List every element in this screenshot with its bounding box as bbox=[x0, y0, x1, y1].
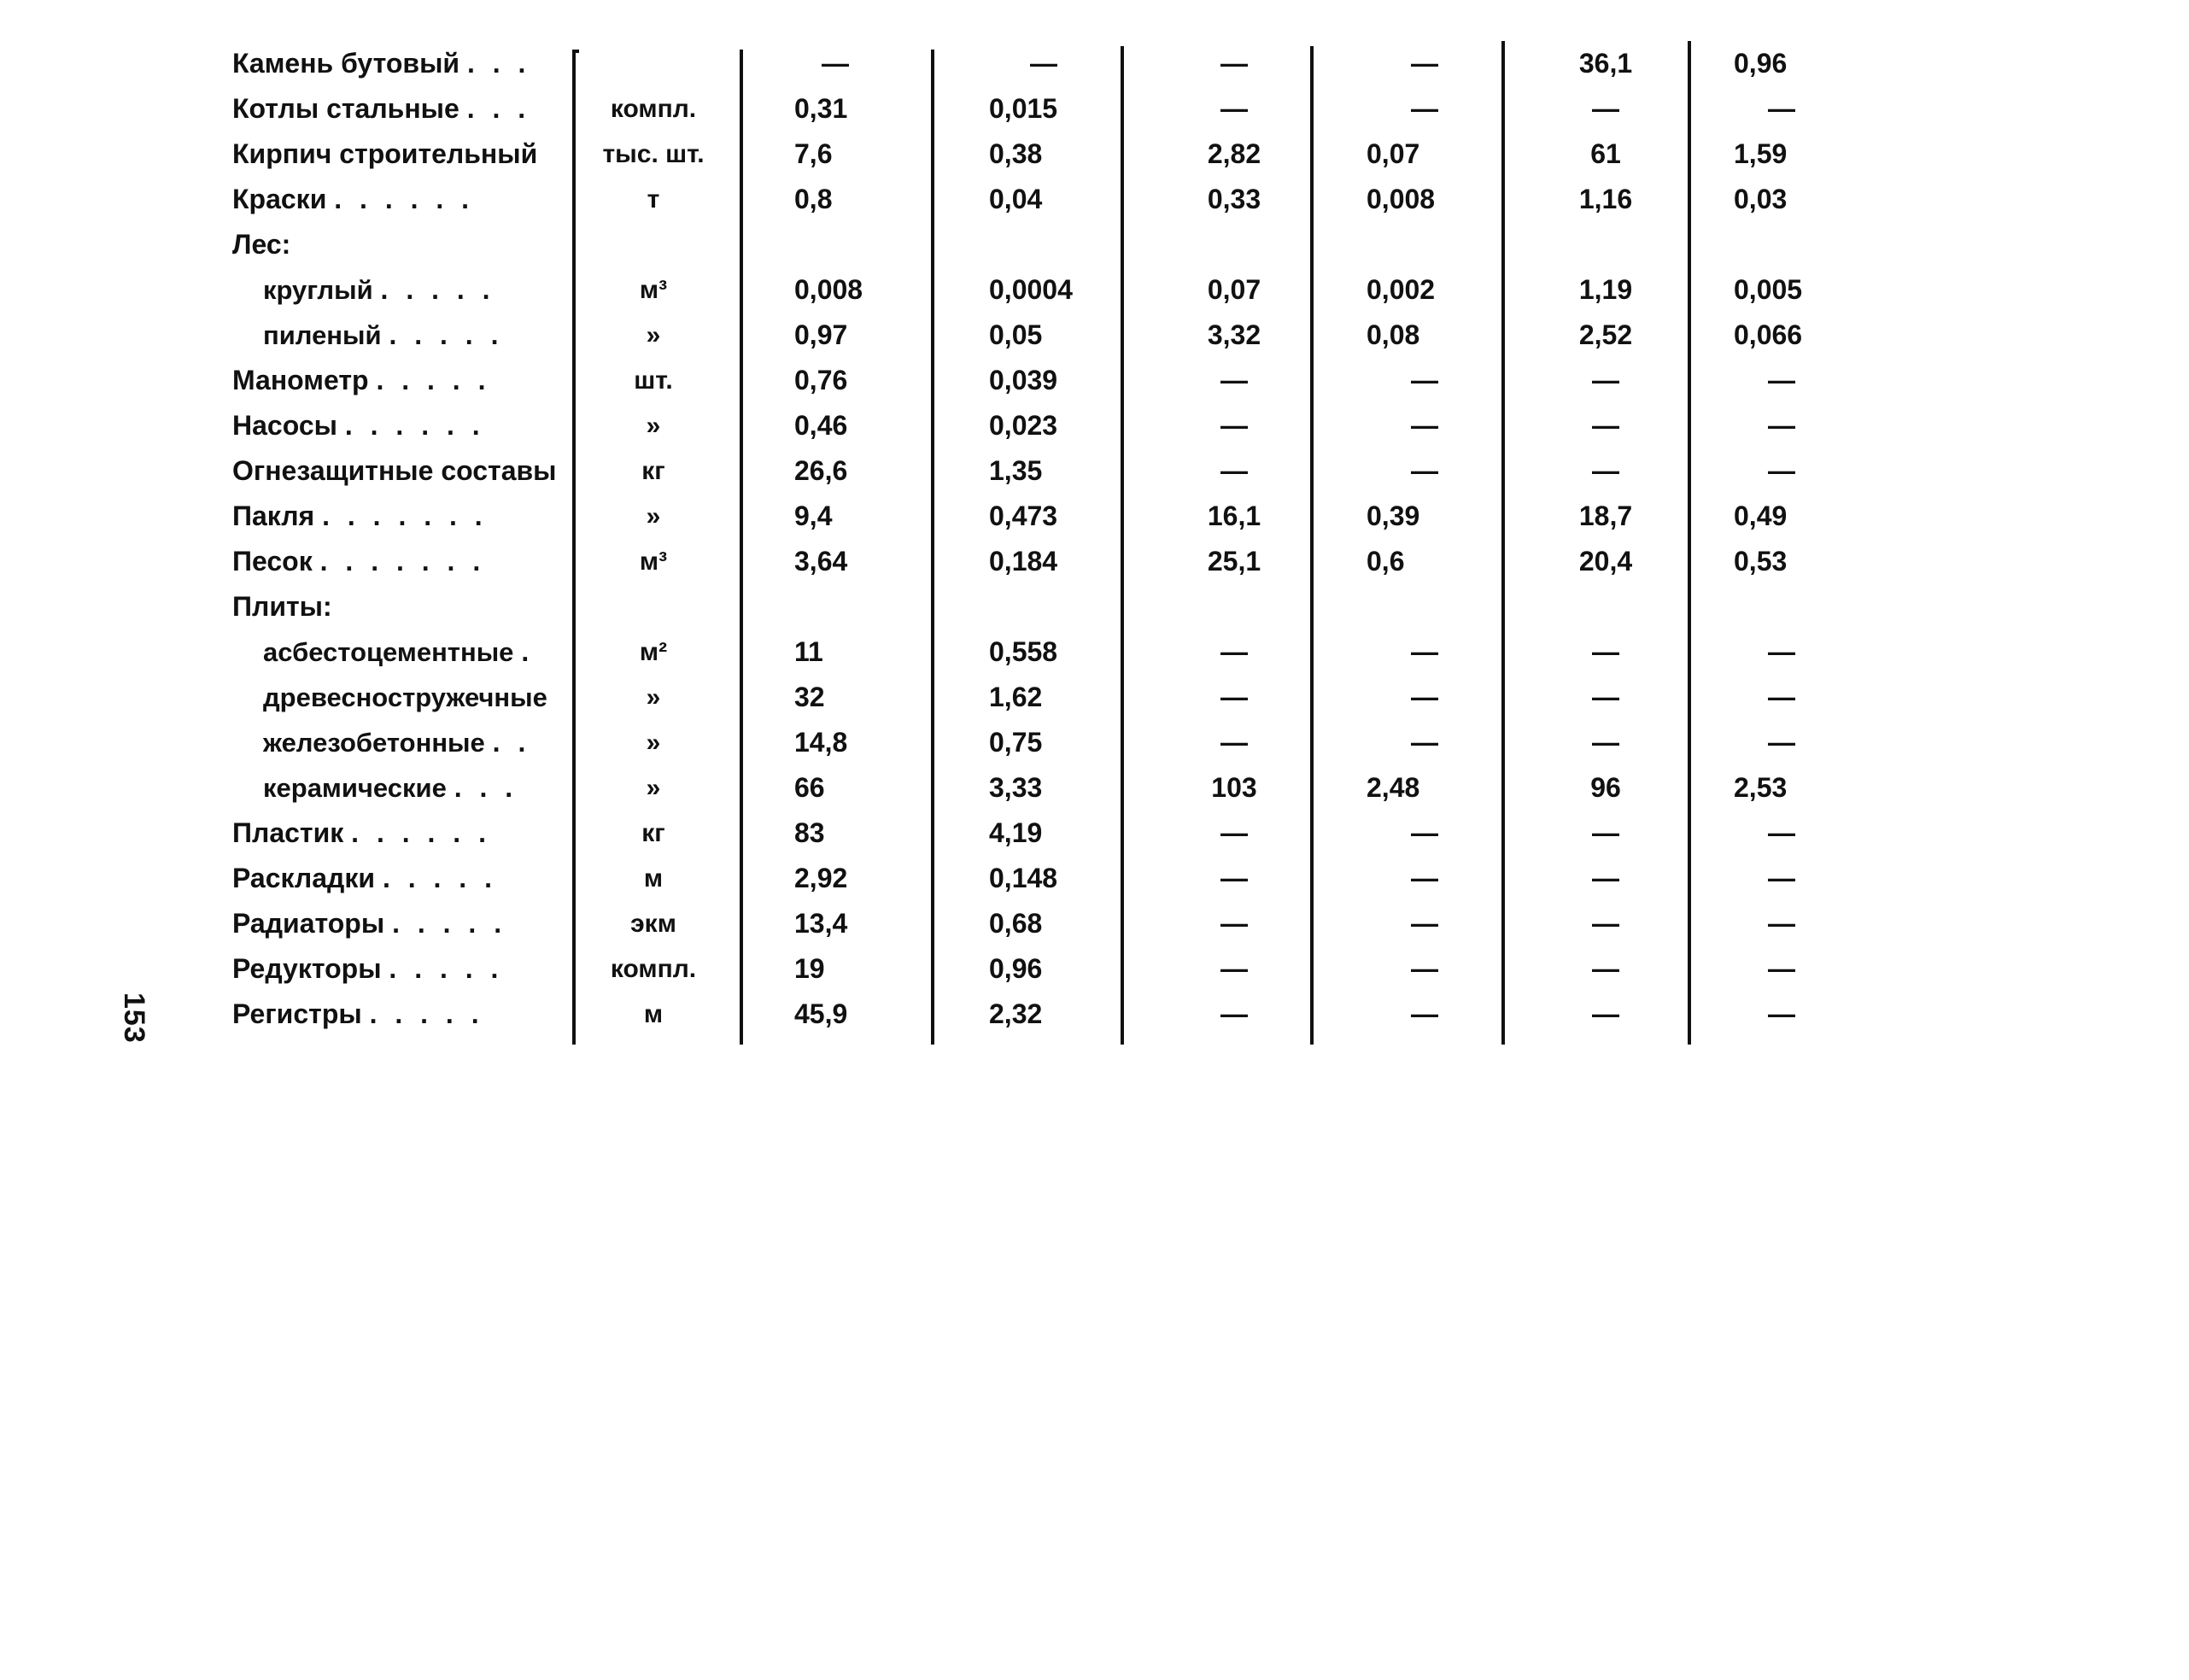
value-cell-v3: 25,1 bbox=[1207, 546, 1261, 577]
unit-cell: » bbox=[646, 412, 661, 440]
row-name-text: керамические bbox=[263, 773, 447, 803]
row-name-text: древесностружечные bbox=[263, 682, 547, 712]
value-cell-v1: 7,6 bbox=[794, 138, 833, 169]
unit-cell: компл. bbox=[610, 95, 697, 123]
unit-cell: » bbox=[646, 774, 661, 802]
value-cell-v2: 2,32 bbox=[989, 998, 1043, 1029]
table-row bbox=[231, 494, 1862, 539]
value-cell-v1: 26,6 bbox=[794, 455, 848, 486]
table-row bbox=[231, 132, 1862, 177]
row-leader-dots: . . . . . bbox=[376, 365, 491, 395]
value-cell-v5: — bbox=[1592, 682, 1619, 712]
unit-cell: кг bbox=[641, 819, 665, 847]
table-row bbox=[231, 358, 1862, 403]
table-row bbox=[231, 177, 1862, 222]
row-leader-dots: . . . . . . bbox=[344, 410, 485, 441]
value-cell-v5 bbox=[1537, 584, 1674, 629]
unit-cell: м bbox=[643, 864, 664, 893]
value-cell-v2: 0,473 bbox=[989, 500, 1058, 531]
table-row bbox=[231, 86, 1862, 132]
unit-cell: » bbox=[646, 321, 661, 349]
row-leader-dots: . . . . . bbox=[382, 863, 497, 893]
value-cell-v6 bbox=[1734, 222, 1879, 267]
value-cell-v3: — bbox=[1220, 908, 1248, 939]
row-name-text: железобетонные bbox=[263, 728, 485, 758]
unit-cell: » bbox=[646, 502, 661, 530]
row-name bbox=[232, 448, 565, 494]
value-cell-v1: 9,4 bbox=[794, 500, 833, 531]
value-cell-v4: 0,008 bbox=[1367, 184, 1436, 214]
unit-cell: м³ bbox=[639, 276, 668, 304]
value-cell-v4: — bbox=[1411, 410, 1438, 441]
value-cell-v4: 0,08 bbox=[1367, 319, 1420, 350]
row-name-text: круглый bbox=[263, 275, 373, 305]
value-cell-v6: — bbox=[1768, 410, 1795, 441]
row-name bbox=[232, 901, 565, 946]
value-cell-v3: — bbox=[1220, 953, 1248, 984]
value-cell-v3: 0,33 bbox=[1207, 184, 1261, 214]
unit-cell: компл. bbox=[610, 955, 697, 983]
value-cell-v2: 0,68 bbox=[989, 908, 1043, 939]
value-cell-v2: 0,148 bbox=[989, 863, 1058, 893]
value-cell-v6: 0,53 bbox=[1734, 546, 1788, 577]
row-leader-dots: . . bbox=[492, 727, 531, 758]
unit-cell: экм bbox=[630, 910, 676, 938]
value-cell-v2: 0,184 bbox=[989, 546, 1058, 577]
table-row bbox=[231, 267, 1862, 313]
row-leader-dots: . . . . . bbox=[392, 908, 507, 939]
value-cell-v5: — bbox=[1592, 410, 1619, 441]
value-cell-v5: 61 bbox=[1590, 138, 1621, 169]
value-cell-v3: — bbox=[1220, 727, 1248, 758]
value-cell-v5: 1,19 bbox=[1578, 274, 1633, 305]
unit-cell: кг bbox=[641, 457, 665, 485]
value-cell-v6: — bbox=[1768, 998, 1795, 1029]
row-leader-dots: . . . . . bbox=[389, 953, 504, 984]
value-cell-v1: 66 bbox=[794, 772, 825, 803]
row-leader-dots: . . . . . . . bbox=[319, 546, 486, 577]
value-cell-v4 bbox=[1367, 222, 1495, 267]
unit-cell: тыс. шт. bbox=[602, 140, 705, 168]
row-name-text: Редукторы bbox=[232, 953, 382, 984]
row-name-text: Регистры bbox=[232, 998, 362, 1029]
table-row bbox=[231, 584, 1862, 629]
value-cell-v5 bbox=[1537, 222, 1674, 267]
table-row bbox=[231, 629, 1862, 675]
row-name bbox=[232, 811, 565, 856]
table-body bbox=[231, 41, 1862, 1037]
value-cell-v4: — bbox=[1411, 93, 1438, 124]
unit-cell: » bbox=[646, 729, 661, 757]
row-name-text: Радиаторы bbox=[232, 908, 385, 939]
value-cell-v1: 0,76 bbox=[794, 365, 848, 395]
value-cell-v5: — bbox=[1592, 817, 1619, 848]
value-cell-v5: — bbox=[1592, 863, 1619, 893]
value-cell-v3 bbox=[1166, 584, 1302, 629]
table-row bbox=[231, 992, 1862, 1037]
value-cell-v4: — bbox=[1411, 365, 1438, 395]
row-name bbox=[263, 313, 565, 358]
row-name bbox=[232, 946, 565, 992]
value-cell-v6: — bbox=[1768, 953, 1795, 984]
row-leader-dots: . . . . . . . bbox=[322, 500, 488, 531]
value-cell-v5: — bbox=[1592, 727, 1619, 758]
value-cell-v5: 2,52 bbox=[1578, 319, 1633, 350]
value-cell-v3 bbox=[1166, 222, 1302, 267]
value-cell-v5: 1,16 bbox=[1578, 184, 1633, 214]
value-cell-v1: 32 bbox=[794, 682, 825, 712]
value-cell-v4: — bbox=[1411, 727, 1438, 758]
value-cell-v6: — bbox=[1768, 636, 1795, 667]
unit-cell: » bbox=[646, 683, 661, 711]
value-cell-v1: 19 bbox=[794, 953, 825, 984]
row-name bbox=[232, 992, 565, 1037]
value-cell-v1: 13,4 bbox=[794, 908, 848, 939]
value-cell-v3: — bbox=[1220, 682, 1248, 712]
value-cell-v1: 0,008 bbox=[794, 274, 863, 305]
value-cell-v1 bbox=[794, 584, 922, 629]
value-cell-v6: 0,005 bbox=[1734, 274, 1803, 305]
materials-table bbox=[231, 41, 1862, 1037]
value-cell-v3: — bbox=[1220, 410, 1248, 441]
value-cell-v5: — bbox=[1592, 998, 1619, 1029]
row-leader-dots: . . . . . . bbox=[351, 817, 491, 848]
value-cell-v2: 3,33 bbox=[989, 772, 1043, 803]
value-cell-v3: 3,32 bbox=[1207, 319, 1261, 350]
unit-cell: м³ bbox=[639, 547, 668, 576]
value-cell-v3: 103 bbox=[1211, 772, 1257, 803]
row-name-text: Пластик bbox=[232, 817, 344, 848]
row-name-text: Камень бутовый bbox=[232, 48, 460, 79]
unit-cell: т bbox=[647, 185, 660, 214]
value-cell-v4: — bbox=[1411, 998, 1438, 1029]
row-leader-dots: . . . bbox=[454, 772, 518, 803]
value-cell-v2: 0,75 bbox=[989, 727, 1043, 758]
value-cell-v6: — bbox=[1768, 455, 1795, 486]
row-name-text: Плиты: bbox=[232, 591, 332, 622]
value-cell-v5: — bbox=[1592, 908, 1619, 939]
row-name bbox=[232, 856, 565, 901]
row-leader-dots: . . . . . bbox=[369, 998, 484, 1029]
value-cell-v3: 2,82 bbox=[1207, 138, 1261, 169]
value-cell-v6: 2,53 bbox=[1734, 772, 1788, 803]
value-cell-v5: 36,1 bbox=[1578, 48, 1633, 79]
value-cell-v3: — bbox=[1220, 863, 1248, 893]
row-name-text: Огнезащитные составы bbox=[232, 455, 557, 486]
value-cell-v6: 1,59 bbox=[1734, 138, 1788, 169]
value-cell-v1: 3,64 bbox=[794, 546, 848, 577]
value-cell-v2: 0,04 bbox=[989, 184, 1043, 214]
value-cell-v1: 45,9 bbox=[794, 998, 848, 1029]
value-cell-v6: — bbox=[1768, 863, 1795, 893]
value-cell-v5: 96 bbox=[1590, 772, 1621, 803]
table-row bbox=[231, 856, 1862, 901]
value-cell-v3: 0,07 bbox=[1207, 274, 1261, 305]
value-cell-v6: 0,066 bbox=[1734, 319, 1803, 350]
value-cell-v5: — bbox=[1592, 953, 1619, 984]
value-cell-v4: — bbox=[1411, 48, 1438, 79]
row-leader-dots: . . . . . bbox=[380, 274, 495, 305]
row-name-text: пиленый bbox=[263, 320, 382, 350]
row-name bbox=[232, 86, 565, 132]
row-name-text: Пакля bbox=[232, 500, 315, 531]
value-cell-v4: — bbox=[1411, 953, 1438, 984]
value-cell-v6: — bbox=[1768, 682, 1795, 712]
table-row bbox=[231, 765, 1862, 811]
unit-cell: м bbox=[643, 1000, 664, 1028]
row-name bbox=[232, 358, 565, 403]
table-row bbox=[231, 313, 1862, 358]
table-row bbox=[231, 720, 1862, 765]
value-cell-v1: — bbox=[822, 48, 849, 79]
unit-cell bbox=[572, 584, 735, 629]
row-name bbox=[263, 267, 565, 313]
row-name bbox=[232, 584, 565, 629]
value-cell-v1: 2,92 bbox=[794, 863, 848, 893]
row-name-text: Песок bbox=[232, 546, 313, 577]
value-cell-v1 bbox=[794, 222, 922, 267]
unit-cell: м² bbox=[639, 638, 668, 666]
value-cell-v1: 0,97 bbox=[794, 319, 848, 350]
table-row bbox=[231, 41, 1862, 86]
value-cell-v6: 0,49 bbox=[1734, 500, 1788, 531]
value-cell-v6 bbox=[1734, 584, 1879, 629]
value-cell-v2: — bbox=[1030, 48, 1057, 79]
value-cell-v5: 20,4 bbox=[1578, 546, 1633, 577]
row-name bbox=[232, 403, 565, 448]
row-leader-dots: . bbox=[521, 636, 535, 667]
value-cell-v4: — bbox=[1411, 636, 1438, 667]
table-row bbox=[231, 901, 1862, 946]
table-row bbox=[231, 403, 1862, 448]
table-row bbox=[231, 946, 1862, 992]
table-row bbox=[231, 539, 1862, 584]
value-cell-v3: — bbox=[1220, 365, 1248, 395]
value-cell-v2 bbox=[989, 584, 1143, 629]
value-cell-v6: — bbox=[1768, 908, 1795, 939]
value-cell-v2: 1,35 bbox=[989, 455, 1043, 486]
value-cell-v2: 1,62 bbox=[989, 682, 1043, 712]
value-cell-v5: 18,7 bbox=[1578, 500, 1633, 531]
row-name-text: Котлы стальные bbox=[232, 93, 459, 124]
row-name bbox=[232, 177, 565, 222]
value-cell-v6: — bbox=[1768, 93, 1795, 124]
value-cell-v2: 0,05 bbox=[989, 319, 1043, 350]
value-cell-v4 bbox=[1367, 584, 1495, 629]
value-cell-v3: — bbox=[1220, 998, 1248, 1029]
value-cell-v3: 16,1 bbox=[1207, 500, 1261, 531]
row-name bbox=[263, 629, 565, 675]
value-cell-v3: — bbox=[1220, 636, 1248, 667]
row-name-text: асбестоцементные bbox=[263, 637, 514, 667]
value-cell-v2: 0,38 bbox=[989, 138, 1043, 169]
row-name-text: Краски bbox=[232, 184, 327, 214]
row-name bbox=[263, 765, 565, 811]
value-cell-v4: 0,07 bbox=[1367, 138, 1420, 169]
value-cell-v2: 0,039 bbox=[989, 365, 1058, 395]
row-name-text: Кирпич строительный bbox=[232, 138, 538, 169]
row-name-text: Лес: bbox=[232, 229, 291, 260]
row-name bbox=[263, 720, 565, 765]
value-cell-v4: — bbox=[1411, 908, 1438, 939]
row-name bbox=[232, 41, 565, 86]
table-row bbox=[231, 675, 1862, 720]
row-name bbox=[232, 539, 565, 584]
table-row bbox=[231, 448, 1862, 494]
value-cell-v3: — bbox=[1220, 48, 1248, 79]
value-cell-v4: 0,002 bbox=[1367, 274, 1436, 305]
row-name-text: Раскладки bbox=[232, 863, 376, 893]
unit-cell bbox=[572, 222, 735, 267]
row-name bbox=[232, 132, 565, 177]
value-cell-v2: 0,015 bbox=[989, 93, 1058, 124]
value-cell-v5: — bbox=[1592, 93, 1619, 124]
value-cell-v2: 0,023 bbox=[989, 410, 1058, 441]
row-name-text: Манометр bbox=[232, 365, 369, 395]
row-leader-dots: . . . bbox=[466, 48, 531, 79]
value-cell-v6: 0,03 bbox=[1734, 184, 1788, 214]
value-cell-v4: — bbox=[1411, 682, 1438, 712]
value-cell-v4: — bbox=[1411, 863, 1438, 893]
unit-cell bbox=[572, 41, 735, 86]
value-cell-v3: — bbox=[1220, 455, 1248, 486]
value-cell-v6: 0,96 bbox=[1734, 48, 1788, 79]
value-cell-v1: 0,8 bbox=[794, 184, 833, 214]
table-row bbox=[231, 811, 1862, 856]
value-cell-v6: — bbox=[1768, 365, 1795, 395]
value-cell-v4: — bbox=[1411, 817, 1438, 848]
row-name bbox=[232, 222, 565, 267]
value-cell-v1: 14,8 bbox=[794, 727, 848, 758]
value-cell-v6: — bbox=[1768, 727, 1795, 758]
value-cell-v1: 83 bbox=[794, 817, 825, 848]
value-cell-v1: 0,46 bbox=[794, 410, 848, 441]
value-cell-v2: 0,558 bbox=[989, 636, 1058, 667]
value-cell-v5: — bbox=[1592, 636, 1619, 667]
value-cell-v5: — bbox=[1592, 365, 1619, 395]
value-cell-v1: 11 bbox=[794, 636, 823, 667]
value-cell-v6: — bbox=[1768, 817, 1795, 848]
row-name bbox=[232, 494, 565, 539]
value-cell-v4: 0,39 bbox=[1367, 500, 1420, 531]
table-row bbox=[231, 222, 1862, 267]
value-cell-v4: 2,48 bbox=[1367, 772, 1420, 803]
value-cell-v2 bbox=[989, 222, 1143, 267]
value-cell-v2: 0,0004 bbox=[989, 274, 1073, 305]
unit-cell: шт. bbox=[634, 366, 673, 395]
row-name-text: Насосы bbox=[232, 410, 337, 441]
row-name bbox=[263, 675, 565, 720]
value-cell-v1: 0,31 bbox=[794, 93, 848, 124]
value-cell-v4: 0,6 bbox=[1367, 546, 1405, 577]
value-cell-v5: — bbox=[1592, 455, 1619, 486]
row-leader-dots: . . . bbox=[466, 93, 531, 124]
value-cell-v3: — bbox=[1220, 93, 1248, 124]
page-number: 153 bbox=[118, 992, 150, 1044]
row-leader-dots: . . . . . . bbox=[334, 184, 475, 214]
value-cell-v2: 4,19 bbox=[989, 817, 1043, 848]
value-cell-v4: — bbox=[1411, 455, 1438, 486]
value-cell-v3: — bbox=[1220, 817, 1248, 848]
value-cell-v2: 0,96 bbox=[989, 953, 1043, 984]
row-leader-dots: . . . . . bbox=[389, 319, 504, 350]
